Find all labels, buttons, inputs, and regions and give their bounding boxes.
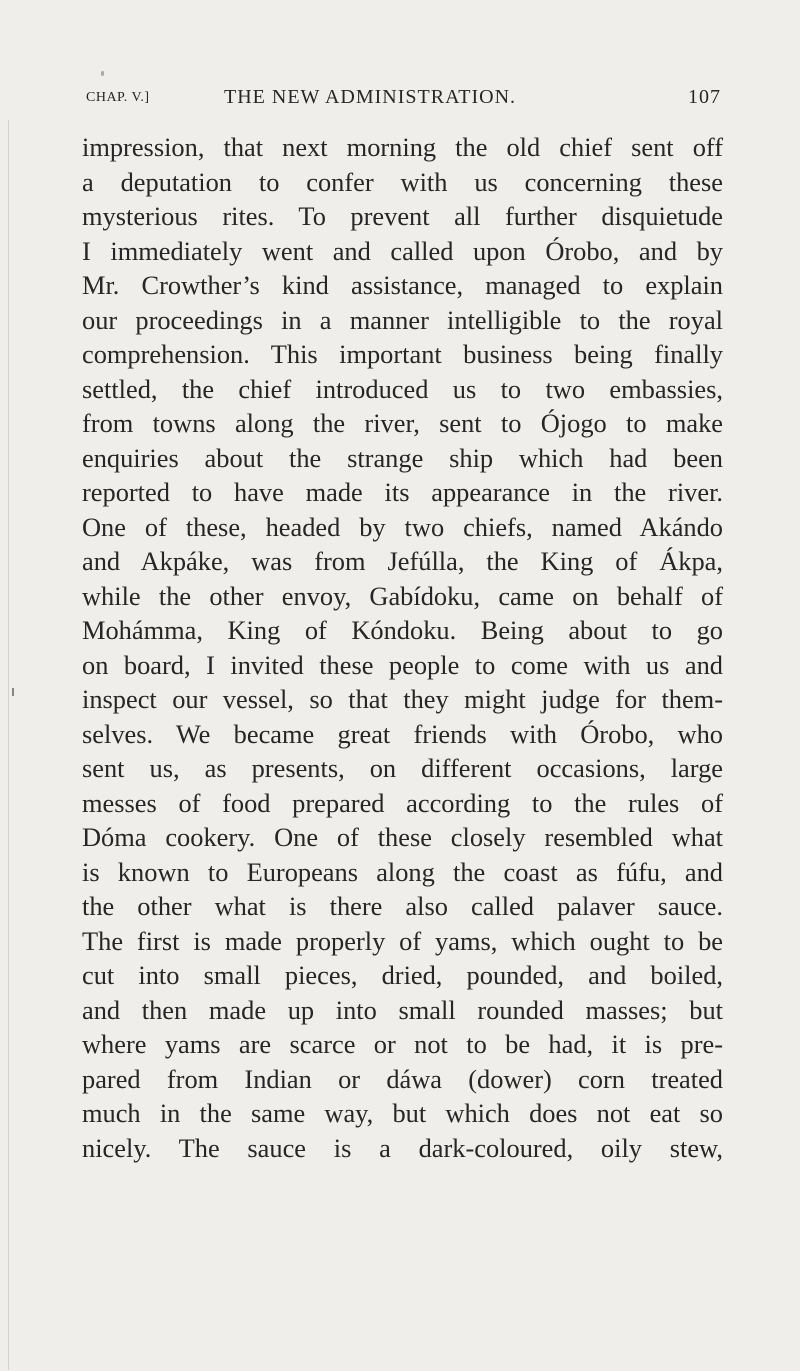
- text-line: selves. We became great friends with Órobo, who: [82, 718, 723, 749]
- text-line: mysterious rites. To prevent all further disquietude: [82, 201, 723, 231]
- gutter-mark: [12, 688, 14, 696]
- page-gutter-edge: [8, 120, 9, 1370]
- page-number: 107: [688, 86, 721, 108]
- text-line: reported to have made its appearance in the river.: [82, 477, 723, 507]
- text-line: messes of food prepared according to the rules of: [82, 787, 723, 818]
- text-line: from towns along the river, sent to Ójogo to make: [82, 408, 723, 438]
- text-line: I immediately went and called upon Órobo, and by: [82, 235, 723, 266]
- text-line: while the other envoy, Gabídoku, came on behalf of: [82, 580, 723, 611]
- chapter-label: CHAP. V.]: [86, 90, 150, 105]
- text-line: settled, the chief introduced us to two embassies,: [82, 373, 723, 404]
- text-line: Dóma cookery. One of these closely resembled what: [82, 822, 723, 852]
- text-line: on board, I invited these people to come with us and: [82, 649, 723, 680]
- text-line: nicely. The sauce is a dark-coloured, oily stew,: [82, 1132, 723, 1163]
- running-title: THE NEW ADMINISTRATION.: [224, 86, 517, 108]
- body-text: [82, 130, 723, 1165]
- text-line: pared from Indian or dáwa (dower) corn treated: [82, 1063, 723, 1094]
- text-line: impression, that next morning the old chief sent off: [82, 132, 723, 162]
- text-line: enquiries about the strange ship which had been: [82, 442, 723, 473]
- text-line: Mohámma, King of Kóndoku. Being about to go: [82, 615, 723, 645]
- text-line: the other what is there also called palaver sauce.: [82, 891, 723, 921]
- text-line: One of these, headed by two chiefs, named Akándo: [82, 511, 723, 542]
- text-line: is known to Europeans along the coast as fúfu, and: [82, 856, 723, 887]
- text-line: a deputation to confer with us concerning these: [82, 166, 723, 197]
- text-line: our proceedings in a manner intelligible to the royal: [82, 304, 723, 335]
- text-line: where yams are scarce or not to be had, it is pre-: [82, 1029, 723, 1059]
- text-line: The first is made properly of yams, which ought to be: [82, 925, 723, 956]
- text-line: much in the same way, but which does not eat so: [82, 1098, 723, 1128]
- text-line: cut into small pieces, dried, pounded, and boiled,: [82, 960, 723, 990]
- text-line: and Akpáke, was from Jefúlla, the King of Ákpa,: [82, 546, 723, 576]
- text-line: Mr. Crowther’s kind assistance, managed to explain: [82, 270, 723, 300]
- text-line: sent us, as presents, on different occasions, large: [82, 753, 723, 783]
- page-speck: [101, 71, 104, 76]
- text-line: and then made up into small rounded masses; but: [82, 994, 723, 1025]
- text-line: inspect our vessel, so that they might judge for them-: [82, 684, 723, 714]
- text-line: comprehension. This important business being finally: [82, 339, 723, 369]
- running-header: [86, 86, 721, 116]
